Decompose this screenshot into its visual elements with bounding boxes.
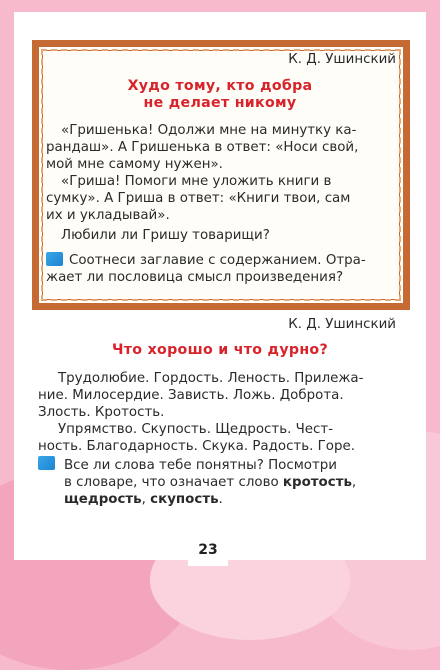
story1-line: «Гриша! Помоги мне уложить книги в (61, 174, 332, 189)
task-marker-icon (38, 456, 55, 470)
story1-question: Любили ли Гришу товарищи? (61, 228, 270, 243)
story1-line: мой мне самому нужен». (46, 157, 223, 172)
punctuation: . (218, 492, 223, 507)
story2-line: ность. Благодарность. Скука. Радость. Горе. (38, 439, 355, 454)
story2-task-line3 (64, 492, 223, 509)
story1-author: К. Д. Ушинский (288, 52, 396, 67)
story2-author: К. Д. Ушинский (288, 317, 396, 332)
story2-line: Упрямство. Скупость. Щедрость. Чест- (58, 422, 334, 437)
task-marker-icon (46, 252, 63, 266)
keyword-shchedrost: щедрость (64, 492, 142, 507)
page-number: 23 (188, 536, 228, 566)
story2-title: Что хорошо и что дурно? (112, 342, 328, 358)
story2-line: Трудолюбие. Гордость. Леность. Прилежа- (58, 371, 364, 386)
story2-task-text: в словаре, что означает слово (64, 475, 283, 490)
story1-title-line1: Худо тому, кто добра (127, 78, 313, 94)
punctuation: , (351, 475, 357, 490)
story2-task-line2 (64, 475, 356, 492)
story2-line: Злость. Кротость. (38, 405, 165, 420)
punctuation: , (141, 492, 151, 507)
textbook-page (14, 12, 426, 560)
story1-line: «Гришенька! Одолжи мне на минутку ка- (61, 123, 357, 138)
story1-line: рандаш». А Гришенька в ответ: «Носи свой, (46, 140, 359, 155)
story2-line: ние. Милосердие. Зависть. Ложь. Доброта. (38, 388, 344, 403)
keyword-krotost: кротость (282, 475, 352, 490)
story1-task-line1: Соотнеси заглавие с содержанием. Отра- (69, 253, 366, 268)
story2-task-line1: Все ли слова тебе понятны? Посмотри (64, 458, 337, 473)
story1-title-line2: не делает никому (143, 95, 297, 111)
story1-line: сумку». А Гриша в ответ: «Книги твои, сам (46, 191, 351, 206)
story1-task-line2: жает ли пословица смысл произведения? (46, 270, 344, 285)
keyword-skupost: скупость (150, 492, 219, 507)
story1-line: их и укладывай». (46, 208, 170, 223)
